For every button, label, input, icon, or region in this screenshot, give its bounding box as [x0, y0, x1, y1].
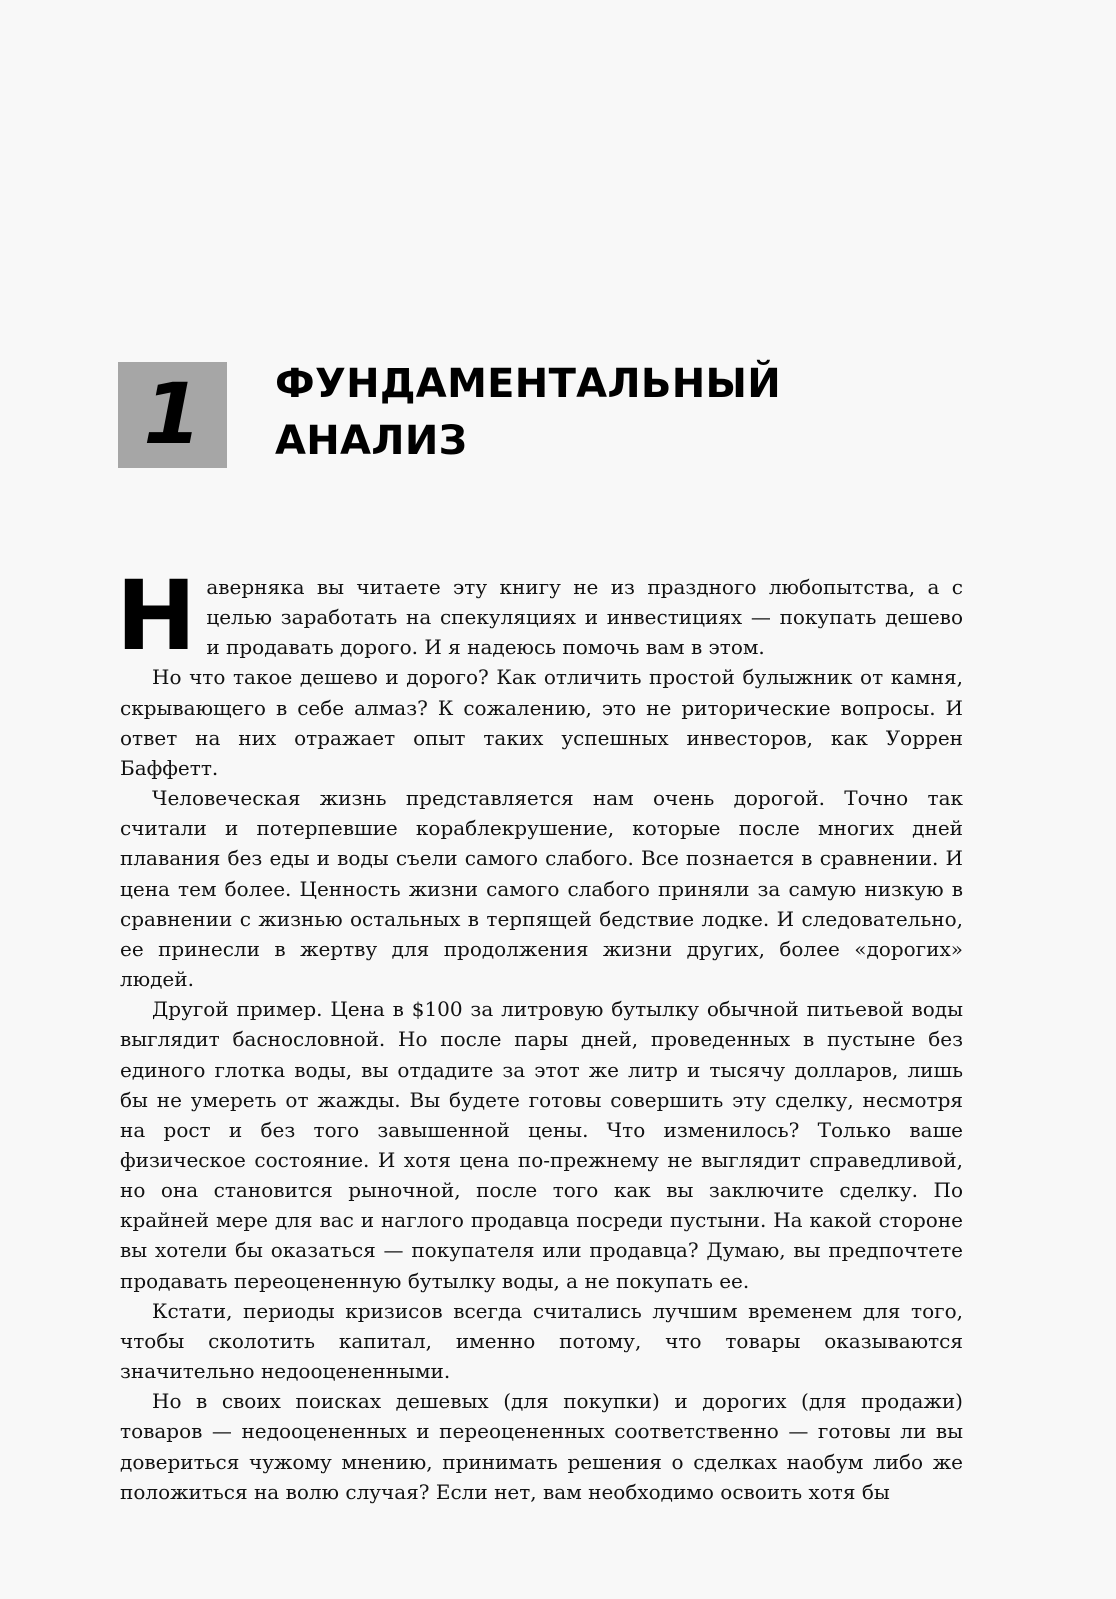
paragraph-2: Но что такое дешево и дорого? Как отличить простой булыжник от камня, скрывающего в себе алмаз? К сожалению, это не риторические вопросы. И ответ на них отражает опыт таких успешных инвесторов, как Уоррен Баффетт. — [120, 665, 963, 780]
chapter-title — [275, 356, 975, 470]
paragraph-4: Другой пример. Цена в $100 за литровую бутылку обычной питьевой воды выглядит баснословной. Но после пары дней, проведенных в пустыне без единого глотка воды, вы отдадите за этот же литр и тысячу долларов, лишь бы не умереть от жажды. Вы будете готовы совершить эту сделку, несмотря на рост и без того завышенной цены. Что изменилось? Только ваше физическое состояние. И хотя цена по-прежнему не выглядит справедливой, но она становится рыночной, после того как вы заключите сделку. По крайней мере для вас и наглого продавца посреди пустыни. На какой стороне вы хотели бы оказаться — покупателя или продавца? Думаю, вы предпочтете продавать переоцененную бутылку воды, а не покупать ее. — [120, 997, 963, 1293]
paragraph-6: Но в своих поисках дешевых (для покупки) и дорогих (для продажи) товаров — недооцененных и переоцененных соответственно — готовы ли вы довериться чужому мнению, принимать решения о сделках наобум либо же положиться на волю случая? Если нет, вам необходимо освоить хотя бы — [120, 1389, 963, 1504]
chapter-title-line-2: АНАЛИЗ — [275, 418, 468, 464]
chapter-number: 1 — [143, 365, 202, 463]
chapter-number-box — [118, 362, 227, 468]
paragraph-1-text: аверняка вы читаете эту книгу не из праздного любопытства, а с целью заработать на спекуляциях и инвестициях — покупать дешево и продавать дорого. И я надеюсь помочь вам в этом. — [206, 575, 963, 660]
paragraph-3: Человеческая жизнь представляется нам очень дорогой. Точно так считали и потерпевшие кораблекрушение, которые после многих дней плавания без еды и воды съели самого слабого. Все познается в сравнении. И цена тем более. Ценность жизни самого слабого приняли за самую низкую в сравнении с жизнью остальных в терпящей бедствие лодке. И следовательно, ее принесли в жертву для продолжения жизни других, более «дорогих» людей. — [120, 786, 963, 992]
body-text — [116, 560, 963, 1507]
drop-cap: Н — [116, 560, 197, 672]
chapter-title-line-1: ФУНДАМЕНТАЛЬНЫЙ — [275, 361, 782, 407]
paragraph-5: Кстати, периоды кризисов всегда считались лучшим временем для того, чтобы сколотить капитал, именно потому, что товары оказываются значительно недооцененными. — [120, 1298, 963, 1384]
chapter-header — [118, 362, 1018, 472]
paragraph-1 — [116, 560, 963, 672]
